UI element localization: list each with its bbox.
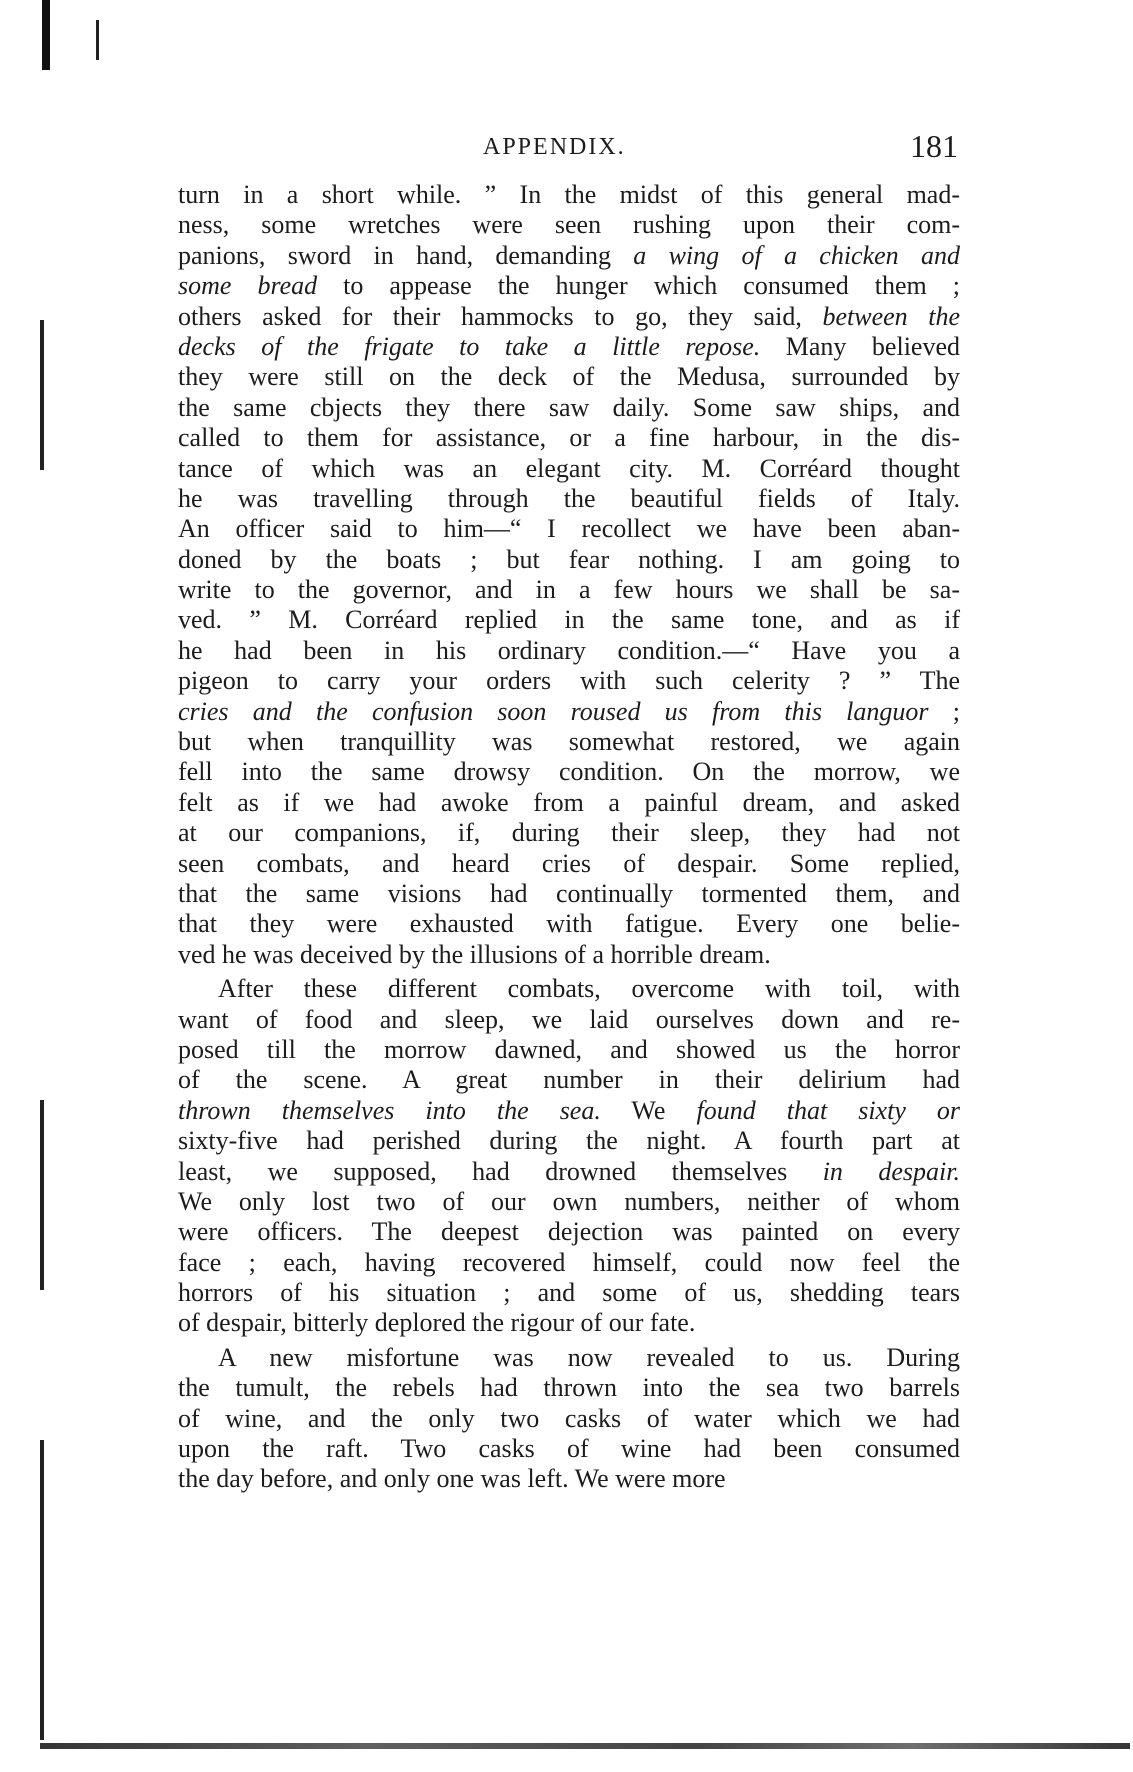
text-run: A new misfortune was now revealed to us. During [218,1342,960,1372]
text-run: of the scene. A great number in their delirium had [178,1065,960,1095]
text-line [178,332,960,362]
text-run: face ; each, having recovered himself, could now feel the [178,1247,960,1277]
text-line [178,1248,960,1278]
text-run: to appease the hunger which consumed them ; [317,271,960,301]
scan-binding-mark [40,1440,44,1740]
text-run: ved he was deceived by the illusions of a horrible dream. [178,939,771,969]
text-run: he was travelling through the beautiful fields of Italy. [178,483,960,513]
text-line [178,605,960,635]
text-line [178,545,960,575]
scan-binding-mark [40,320,44,470]
text-line [178,302,960,332]
text-run: panions, sword in hand, demanding [178,240,634,270]
italic-text: between the [822,301,961,331]
text-line [178,1035,960,1065]
text-run: turn in a short while. ” In the midst of this general mad- [178,180,960,209]
text-line [178,1096,960,1126]
text-run: they were still on the deck of the Medusa, surrounded by [178,362,960,392]
text-run: called to them for assistance, or a fine harbour, in the dis- [178,423,960,453]
bottom-scan-rule [40,1743,1130,1749]
text-line [178,514,960,544]
text-run: least, we supposed, had drowned themselves [178,1156,823,1186]
text-run: We only lost two of our own numbers, neither of whom [178,1186,960,1216]
italic-text: cries and the confusion soon roused us from this languor [178,696,929,726]
text-line [178,180,960,210]
text-line [178,1157,960,1187]
text-line [178,1404,960,1434]
text-run: sixty-five had perished during the night. A fourth part at [178,1126,960,1156]
text-line [178,1373,960,1403]
italic-text: a wing of a chicken and [633,240,960,270]
text-line [178,1187,960,1217]
text-line [178,666,960,696]
text-line [178,454,960,484]
text-run: he had been in his ordinary condition.—“ Have you a [178,635,960,665]
text-run: doned by the boats ; but fear nothing. I am going to [178,544,960,574]
text-line [178,636,960,666]
text-run: that the same visions had continually tormented them, and [178,878,960,908]
italic-text: in despair. [822,1156,961,1186]
scan-binding-mark [96,20,99,60]
text-run: Many believed [760,331,960,361]
text-run: but when tranquillity was somewhat restored, we again [178,727,960,757]
text-line [178,879,960,909]
italic-text: decks of the frigate to take a little repose. [178,331,761,361]
text-run: want of food and sleep, we laid ourselves down and re- [178,1004,960,1034]
text-line [178,940,960,970]
text-line [178,1278,960,1308]
text-line [178,849,960,879]
text-run: the tumult, the rebels had thrown into the sea two barrels [178,1373,960,1403]
italic-text: found that sixty or [696,1095,961,1125]
text-run: the same cbjects they there saw daily. Some saw ships, and [178,392,960,422]
text-run: of despair, bitterly deplored the rigour of our fate. [178,1308,696,1338]
running-head [178,128,958,172]
scan-binding-edge-top [42,0,50,70]
text-run: the day before, and only one was left. We were more [178,1464,726,1494]
text-line [178,818,960,848]
text-run: others asked for their hammocks to go, they said, [178,301,823,331]
text-run: seen combats, and heard cries of despair. Some replied, [178,848,960,878]
text-line [178,271,960,301]
text-line [178,210,960,240]
text-run: horrors of his situation ; and some of us, shedding tears [178,1278,960,1308]
text-line [178,757,960,787]
text-run: write to the governor, and in a few hours we shall be sa- [178,575,960,605]
text-line [178,909,960,939]
text-run: We [600,1095,697,1125]
text-run: pigeon to carry your orders with such celerity ? ” The [178,666,960,696]
paragraph [178,1343,960,1495]
text-line [178,788,960,818]
text-line [178,1217,960,1247]
text-run: posed till the morrow dawned, and showed us the horror [178,1034,960,1064]
text-run: ness, some wretches were seen rushing upon their com- [178,210,960,240]
text-line [178,575,960,605]
paragraph [178,974,960,1339]
italic-text: some bread [178,271,318,301]
text-line [178,423,960,453]
text-run: upon the raft. Two casks of wine had been consumed [178,1434,960,1464]
text-line [178,1434,960,1464]
text-run: An officer said to him—“ I recollect we have been aban- [178,514,960,544]
text-run: felt as if we had awoke from a painful dream, and asked [178,787,960,817]
body-text [178,180,960,1495]
text-line [178,1343,960,1373]
text-run: of wine, and the only two casks of water which we had [178,1403,960,1433]
text-line [178,362,960,392]
text-run: ; [928,696,960,726]
text-line [178,974,960,1004]
text-run: After these different combats, overcome with toil, with [218,974,960,1004]
text-line [178,1308,960,1338]
italic-text: thrown themselves into the sea. [178,1095,601,1125]
text-line [178,1065,960,1095]
text-run: that they were exhausted with fatigue. Every one belie- [178,909,960,939]
paragraph [178,180,960,970]
text-line [178,241,960,271]
text-line [178,393,960,423]
text-line [178,1126,960,1156]
text-line [178,727,960,757]
text-run: at our companions, if, during their sleep, they had not [178,818,960,848]
page-number: 181 [910,128,958,164]
text-line [178,697,960,727]
text-run: ved. ” M. Corréard replied in the same tone, and as if [178,605,960,635]
text-run: tance of which was an elegant city. M. Corréard thought [178,453,960,483]
scan-binding-mark [40,1100,44,1290]
text-line [178,1464,960,1494]
text-run: were officers. The deepest dejection was painted on every [178,1217,960,1247]
text-run: fell into the same drowsy condition. On the morrow, we [178,757,960,787]
text-line [178,484,960,514]
text-line [178,1005,960,1035]
running-title: APPENDIX. [483,134,626,160]
